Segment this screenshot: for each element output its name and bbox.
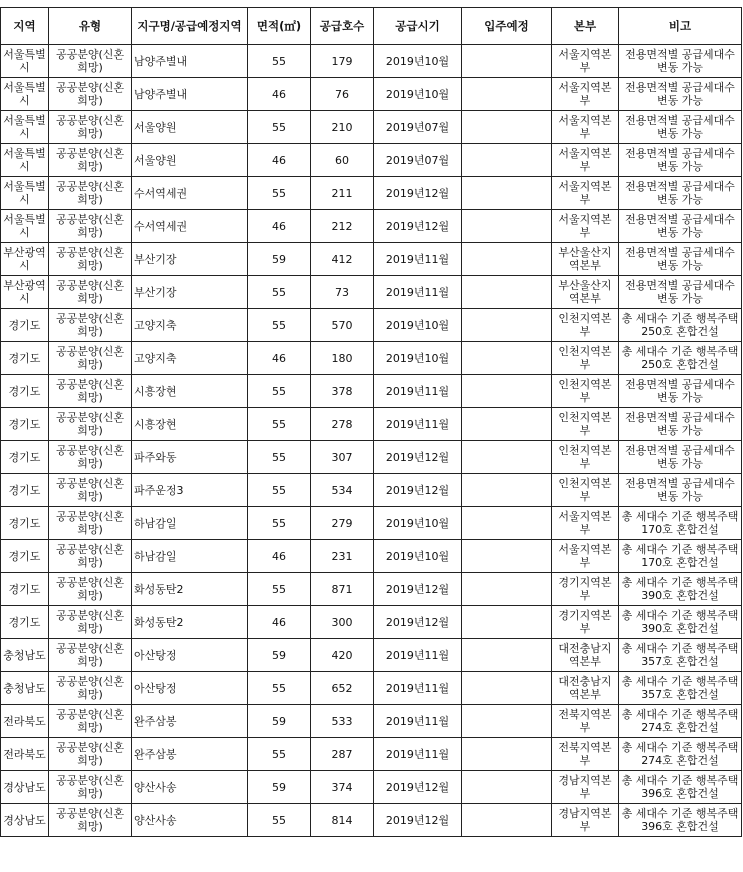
table-row — [1, 243, 742, 276]
cell-district: 아산탕정 — [132, 672, 248, 705]
cell-note: 전용면적별 공급세대수 변동 가능 — [619, 177, 742, 210]
cell-movein — [462, 408, 552, 441]
cell-region: 경기도 — [1, 408, 49, 441]
cell-region: 서울특별시 — [1, 177, 49, 210]
header-note: 비고 — [619, 8, 742, 45]
cell-note: 총 세대수 기준 행복주택 396호 혼합건설 — [619, 771, 742, 804]
cell-type: 공공분양(신혼희망) — [49, 78, 132, 111]
cell-type: 공공분양(신혼희망) — [49, 309, 132, 342]
cell-type: 공공분양(신혼희망) — [49, 210, 132, 243]
cell-area: 59 — [248, 705, 311, 738]
cell-period: 2019년12월 — [374, 210, 462, 243]
cell-region: 경상남도 — [1, 804, 49, 837]
cell-note: 총 세대수 기준 행복주택 390호 혼합건설 — [619, 606, 742, 639]
cell-movein — [462, 738, 552, 771]
table-row — [1, 78, 742, 111]
header-period: 공급시기 — [374, 8, 462, 45]
cell-type: 공공분양(신혼희망) — [49, 408, 132, 441]
cell-units: 179 — [311, 45, 374, 78]
cell-movein — [462, 639, 552, 672]
cell-units: 210 — [311, 111, 374, 144]
cell-region: 경기도 — [1, 573, 49, 606]
cell-hq: 대전충남지역본부 — [552, 672, 619, 705]
cell-district: 시흥장현 — [132, 375, 248, 408]
cell-area: 55 — [248, 375, 311, 408]
cell-movein — [462, 606, 552, 639]
cell-units: 570 — [311, 309, 374, 342]
cell-hq: 인천지역본부 — [552, 474, 619, 507]
cell-type: 공공분양(신혼희망) — [49, 474, 132, 507]
cell-hq: 인천지역본부 — [552, 375, 619, 408]
cell-region: 서울특별시 — [1, 45, 49, 78]
cell-units: 231 — [311, 540, 374, 573]
cell-movein — [462, 342, 552, 375]
cell-movein — [462, 144, 552, 177]
cell-region: 서울특별시 — [1, 111, 49, 144]
table-row — [1, 771, 742, 804]
cell-type: 공공분양(신혼희망) — [49, 606, 132, 639]
header-type: 유형 — [49, 8, 132, 45]
header-region: 지역 — [1, 8, 49, 45]
table-row — [1, 573, 742, 606]
cell-units: 279 — [311, 507, 374, 540]
table-row — [1, 804, 742, 837]
cell-movein — [462, 804, 552, 837]
cell-region: 경기도 — [1, 342, 49, 375]
cell-type: 공공분양(신혼희망) — [49, 672, 132, 705]
cell-district: 고양지축 — [132, 309, 248, 342]
cell-district: 하남감일 — [132, 507, 248, 540]
cell-units: 533 — [311, 705, 374, 738]
header-movein: 입주예정 — [462, 8, 552, 45]
cell-type: 공공분양(신혼희망) — [49, 573, 132, 606]
cell-district: 완주삼봉 — [132, 705, 248, 738]
cell-region: 서울특별시 — [1, 78, 49, 111]
cell-hq: 인천지역본부 — [552, 441, 619, 474]
cell-units: 374 — [311, 771, 374, 804]
cell-period: 2019년10월 — [374, 78, 462, 111]
cell-units: 278 — [311, 408, 374, 441]
table-header — [1, 8, 742, 45]
cell-hq: 서울지역본부 — [552, 144, 619, 177]
table-row — [1, 606, 742, 639]
table-body — [1, 45, 742, 837]
cell-movein — [462, 78, 552, 111]
cell-note: 전용면적별 공급세대수 변동 가능 — [619, 375, 742, 408]
cell-area: 46 — [248, 606, 311, 639]
cell-period: 2019년12월 — [374, 573, 462, 606]
cell-hq: 전북지역본부 — [552, 705, 619, 738]
cell-district: 아산탕정 — [132, 639, 248, 672]
cell-period: 2019년11월 — [374, 639, 462, 672]
cell-period: 2019년11월 — [374, 738, 462, 771]
cell-note: 전용면적별 공급세대수 변동 가능 — [619, 408, 742, 441]
cell-district: 고양지축 — [132, 342, 248, 375]
cell-region: 경기도 — [1, 441, 49, 474]
cell-area: 55 — [248, 408, 311, 441]
cell-units: 420 — [311, 639, 374, 672]
cell-area: 59 — [248, 771, 311, 804]
cell-area: 55 — [248, 672, 311, 705]
cell-district: 하남감일 — [132, 540, 248, 573]
cell-district: 부산기장 — [132, 276, 248, 309]
cell-hq: 경남지역본부 — [552, 771, 619, 804]
supply-schedule-table — [0, 7, 742, 837]
cell-area: 55 — [248, 507, 311, 540]
cell-units: 307 — [311, 441, 374, 474]
cell-period: 2019년07월 — [374, 111, 462, 144]
cell-units: 180 — [311, 342, 374, 375]
cell-period: 2019년10월 — [374, 45, 462, 78]
cell-period: 2019년11월 — [374, 243, 462, 276]
table-row — [1, 144, 742, 177]
cell-region: 전라북도 — [1, 705, 49, 738]
cell-note: 총 세대수 기준 행복주택 390호 혼합건설 — [619, 573, 742, 606]
cell-type: 공공분양(신혼희망) — [49, 705, 132, 738]
cell-period: 2019년10월 — [374, 309, 462, 342]
table-row — [1, 639, 742, 672]
cell-movein — [462, 177, 552, 210]
cell-movein — [462, 309, 552, 342]
table-row — [1, 375, 742, 408]
cell-type: 공공분양(신혼희망) — [49, 738, 132, 771]
cell-note: 총 세대수 기준 행복주택 396호 혼합건설 — [619, 804, 742, 837]
cell-type: 공공분양(신혼희망) — [49, 375, 132, 408]
cell-period: 2019년11월 — [374, 705, 462, 738]
cell-hq: 대전충남지역본부 — [552, 639, 619, 672]
cell-hq: 경남지역본부 — [552, 804, 619, 837]
cell-note: 총 세대수 기준 행복주택 170호 혼합건설 — [619, 540, 742, 573]
cell-region: 부산광역시 — [1, 243, 49, 276]
cell-units: 871 — [311, 573, 374, 606]
cell-period: 2019년12월 — [374, 771, 462, 804]
cell-period: 2019년12월 — [374, 804, 462, 837]
cell-region: 경기도 — [1, 309, 49, 342]
table-row — [1, 540, 742, 573]
cell-hq: 서울지역본부 — [552, 540, 619, 573]
cell-movein — [462, 705, 552, 738]
cell-period: 2019년12월 — [374, 474, 462, 507]
table-row — [1, 111, 742, 144]
cell-area: 55 — [248, 804, 311, 837]
table-row — [1, 738, 742, 771]
cell-hq: 경기지역본부 — [552, 573, 619, 606]
cell-note: 총 세대수 기준 행복주택 357호 혼합건설 — [619, 672, 742, 705]
cell-hq: 서울지역본부 — [552, 210, 619, 243]
cell-note: 총 세대수 기준 행복주택 274호 혼합건설 — [619, 738, 742, 771]
cell-units: 76 — [311, 78, 374, 111]
cell-district: 남양주별내 — [132, 78, 248, 111]
cell-area: 55 — [248, 474, 311, 507]
cell-type: 공공분양(신혼희망) — [49, 342, 132, 375]
cell-region: 서울특별시 — [1, 144, 49, 177]
cell-note: 전용면적별 공급세대수 변동 가능 — [619, 45, 742, 78]
cell-period: 2019년10월 — [374, 540, 462, 573]
cell-note: 총 세대수 기준 행복주택 250호 혼합건설 — [619, 309, 742, 342]
cell-period: 2019년10월 — [374, 507, 462, 540]
cell-period: 2019년10월 — [374, 342, 462, 375]
cell-area: 55 — [248, 177, 311, 210]
cell-district: 서울양원 — [132, 111, 248, 144]
cell-hq: 인천지역본부 — [552, 408, 619, 441]
cell-hq: 인천지역본부 — [552, 309, 619, 342]
cell-note: 전용면적별 공급세대수 변동 가능 — [619, 111, 742, 144]
table-row — [1, 276, 742, 309]
cell-district: 양산사송 — [132, 804, 248, 837]
cell-movein — [462, 573, 552, 606]
cell-district: 부산기장 — [132, 243, 248, 276]
cell-movein — [462, 45, 552, 78]
cell-type: 공공분양(신혼희망) — [49, 441, 132, 474]
cell-note: 전용면적별 공급세대수 변동 가능 — [619, 210, 742, 243]
cell-region: 전라북도 — [1, 738, 49, 771]
cell-type: 공공분양(신혼희망) — [49, 45, 132, 78]
table-row — [1, 342, 742, 375]
cell-district: 화성동탄2 — [132, 606, 248, 639]
cell-note: 총 세대수 기준 행복주택 274호 혼합건설 — [619, 705, 742, 738]
cell-area: 55 — [248, 111, 311, 144]
cell-period: 2019년11월 — [374, 276, 462, 309]
header-hq: 본부 — [552, 8, 619, 45]
cell-hq: 인천지역본부 — [552, 342, 619, 375]
cell-units: 287 — [311, 738, 374, 771]
cell-note: 전용면적별 공급세대수 변동 가능 — [619, 78, 742, 111]
cell-district: 파주운정3 — [132, 474, 248, 507]
table-row — [1, 408, 742, 441]
table-row — [1, 309, 742, 342]
table-row — [1, 210, 742, 243]
cell-note: 총 세대수 기준 행복주택 357호 혼합건설 — [619, 639, 742, 672]
header-district: 지구명/공급예정지역 — [132, 8, 248, 45]
cell-area: 46 — [248, 210, 311, 243]
cell-type: 공공분양(신혼희망) — [49, 243, 132, 276]
cell-district: 완주삼봉 — [132, 738, 248, 771]
cell-district: 수서역세권 — [132, 210, 248, 243]
table-row — [1, 441, 742, 474]
cell-movein — [462, 441, 552, 474]
cell-area: 55 — [248, 441, 311, 474]
cell-region: 경기도 — [1, 540, 49, 573]
cell-area: 59 — [248, 639, 311, 672]
table-row — [1, 507, 742, 540]
cell-area: 46 — [248, 144, 311, 177]
cell-district: 화성동탄2 — [132, 573, 248, 606]
cell-hq: 부산울산지역본부 — [552, 276, 619, 309]
cell-region: 경기도 — [1, 474, 49, 507]
cell-region: 경기도 — [1, 606, 49, 639]
cell-type: 공공분양(신혼희망) — [49, 276, 132, 309]
cell-hq: 서울지역본부 — [552, 78, 619, 111]
cell-hq: 서울지역본부 — [552, 111, 619, 144]
cell-region: 충청남도 — [1, 639, 49, 672]
cell-movein — [462, 474, 552, 507]
cell-movein — [462, 771, 552, 804]
cell-units: 412 — [311, 243, 374, 276]
cell-type: 공공분양(신혼희망) — [49, 507, 132, 540]
cell-period: 2019년12월 — [374, 606, 462, 639]
cell-area: 55 — [248, 309, 311, 342]
cell-movein — [462, 210, 552, 243]
cell-region: 서울특별시 — [1, 210, 49, 243]
cell-type: 공공분양(신혼희망) — [49, 540, 132, 573]
cell-note: 전용면적별 공급세대수 변동 가능 — [619, 474, 742, 507]
cell-area: 59 — [248, 243, 311, 276]
cell-units: 212 — [311, 210, 374, 243]
header-units: 공급호수 — [311, 8, 374, 45]
cell-units: 73 — [311, 276, 374, 309]
cell-region: 경상남도 — [1, 771, 49, 804]
cell-units: 378 — [311, 375, 374, 408]
table-row — [1, 705, 742, 738]
table-row — [1, 45, 742, 78]
table-row — [1, 474, 742, 507]
cell-hq: 부산울산지역본부 — [552, 243, 619, 276]
cell-region: 경기도 — [1, 375, 49, 408]
cell-type: 공공분양(신혼희망) — [49, 804, 132, 837]
cell-hq: 서울지역본부 — [552, 507, 619, 540]
cell-period: 2019년11월 — [374, 408, 462, 441]
cell-region: 경기도 — [1, 507, 49, 540]
cell-region: 충청남도 — [1, 672, 49, 705]
cell-period: 2019년11월 — [374, 672, 462, 705]
cell-movein — [462, 375, 552, 408]
cell-hq: 서울지역본부 — [552, 177, 619, 210]
cell-district: 수서역세권 — [132, 177, 248, 210]
cell-note: 전용면적별 공급세대수 변동 가능 — [619, 144, 742, 177]
cell-hq: 서울지역본부 — [552, 45, 619, 78]
cell-area: 55 — [248, 276, 311, 309]
cell-period: 2019년12월 — [374, 441, 462, 474]
cell-units: 814 — [311, 804, 374, 837]
cell-hq: 경기지역본부 — [552, 606, 619, 639]
cell-note: 전용면적별 공급세대수 변동 가능 — [619, 441, 742, 474]
cell-movein — [462, 243, 552, 276]
cell-district: 파주와동 — [132, 441, 248, 474]
cell-movein — [462, 540, 552, 573]
cell-note: 전용면적별 공급세대수 변동 가능 — [619, 243, 742, 276]
cell-district: 남양주별내 — [132, 45, 248, 78]
cell-movein — [462, 507, 552, 540]
cell-units: 211 — [311, 177, 374, 210]
cell-movein — [462, 672, 552, 705]
cell-type: 공공분양(신혼희망) — [49, 144, 132, 177]
table-row — [1, 672, 742, 705]
header-area: 면적(㎡) — [248, 8, 311, 45]
cell-area: 55 — [248, 738, 311, 771]
cell-units: 60 — [311, 144, 374, 177]
cell-area: 55 — [248, 45, 311, 78]
cell-units: 534 — [311, 474, 374, 507]
cell-district: 시흥장현 — [132, 408, 248, 441]
cell-note: 전용면적별 공급세대수 변동 가능 — [619, 276, 742, 309]
cell-district: 서울양원 — [132, 144, 248, 177]
cell-movein — [462, 276, 552, 309]
cell-movein — [462, 111, 552, 144]
cell-period: 2019년11월 — [374, 375, 462, 408]
cell-hq: 전북지역본부 — [552, 738, 619, 771]
cell-period: 2019년07월 — [374, 144, 462, 177]
cell-type: 공공분양(신혼희망) — [49, 771, 132, 804]
cell-type: 공공분양(신혼희망) — [49, 639, 132, 672]
cell-note: 총 세대수 기준 행복주택 170호 혼합건설 — [619, 507, 742, 540]
cell-area: 46 — [248, 78, 311, 111]
cell-units: 300 — [311, 606, 374, 639]
cell-district: 양산사송 — [132, 771, 248, 804]
cell-area: 46 — [248, 342, 311, 375]
table-row — [1, 177, 742, 210]
cell-area: 46 — [248, 540, 311, 573]
cell-units: 652 — [311, 672, 374, 705]
cell-note: 총 세대수 기준 행복주택 250호 혼합건설 — [619, 342, 742, 375]
cell-region: 부산광역시 — [1, 276, 49, 309]
cell-period: 2019년12월 — [374, 177, 462, 210]
cell-area: 55 — [248, 573, 311, 606]
header-row — [1, 8, 742, 45]
cell-type: 공공분양(신혼희망) — [49, 177, 132, 210]
cell-type: 공공분양(신혼희망) — [49, 111, 132, 144]
